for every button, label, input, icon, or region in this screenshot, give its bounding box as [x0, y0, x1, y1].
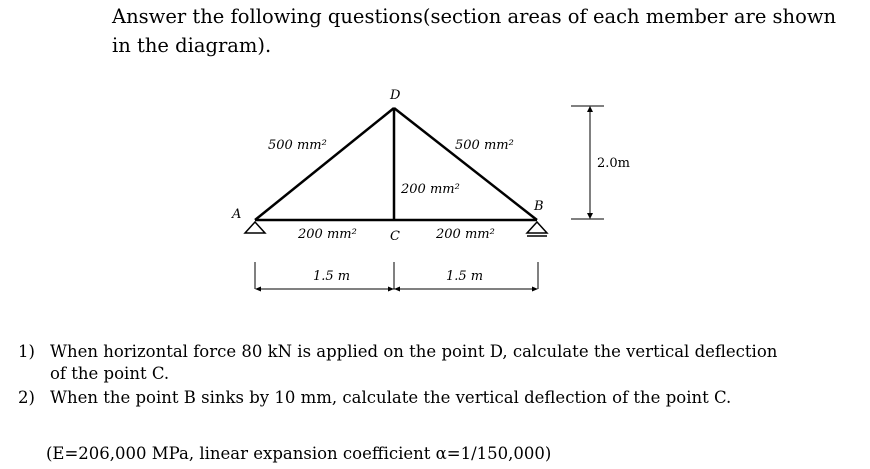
question-1-line-1: When horizontal force 80 kN is applied on the point D, calculate the vertical deflection — [50, 342, 778, 361]
material-constants-note: (E=206,000 MPa, linear expansion coefficient α=1/150,000) — [46, 444, 552, 463]
support-a-icon — [245, 222, 265, 233]
height-arrow-down-icon — [587, 213, 593, 219]
area-label-ac: 200 mm² — [298, 227, 357, 242]
area-label-db: 500 mm² — [455, 138, 514, 153]
span-arrow-left-icon — [255, 287, 261, 292]
span-arrow-mid-right-icon — [394, 287, 400, 292]
intro-text: Answer the following questions(section areas of each member are shown in the diagram). — [112, 5, 837, 57]
area-label-dc: 200 mm² — [401, 182, 460, 197]
node-label-c: C — [390, 229, 400, 244]
question-1-line-2: of the point C. — [50, 364, 170, 383]
question-1-number: 1) — [18, 342, 35, 361]
dim-label-left-span: 1.5 m — [313, 269, 351, 284]
area-label-ad: 500 mm² — [268, 138, 327, 153]
dim-label-right-span: 1.5 m — [446, 269, 484, 284]
area-label-cb: 200 mm² — [436, 227, 495, 242]
node-label-a: A — [232, 207, 242, 222]
question-1 — [18, 341, 777, 363]
question-2-number: 2) — [18, 388, 35, 407]
dim-label-height: 2.0m — [597, 156, 631, 171]
span-arrow-right-icon — [532, 287, 538, 292]
support-b-icon — [527, 222, 547, 233]
span-arrow-mid-left-icon — [388, 287, 394, 292]
question-2 — [18, 387, 731, 409]
node-label-b: B — [534, 199, 544, 214]
height-arrow-up-icon — [587, 106, 593, 112]
question-2-line-1: When the point B sinks by 10 mm, calculate the vertical deflection of the point C. — [50, 388, 732, 407]
node-label-d: D — [390, 88, 401, 103]
member-ad — [255, 108, 394, 220]
member-db — [394, 108, 537, 220]
